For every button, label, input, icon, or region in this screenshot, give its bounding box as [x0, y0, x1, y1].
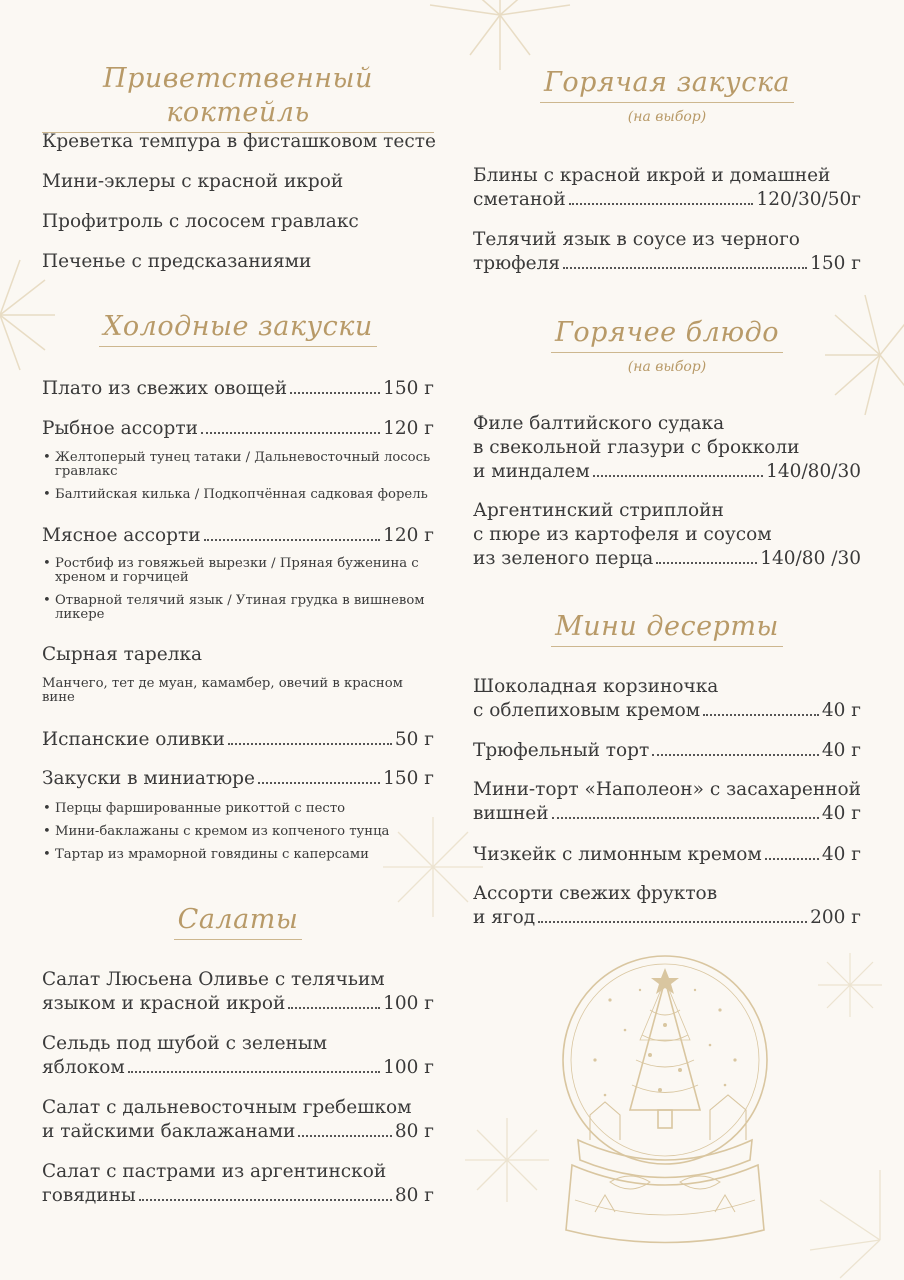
item-name-line: Шоколадная корзиночка: [473, 676, 719, 697]
menu-item: [473, 739, 861, 763]
item-price: 120 г: [383, 418, 434, 439]
menu-item: [42, 377, 434, 401]
item-price: 40 г: [821, 700, 861, 721]
section-title: Приветственный коктейль: [42, 62, 434, 133]
item-price: 80 г: [394, 1185, 434, 1206]
item-name: Закуски в миниатюре: [42, 768, 255, 789]
sub-item: • Балтийская килька / Подкопчённая садковая форель: [42, 488, 434, 502]
item-name-line: Филе балтийского судака: [473, 413, 725, 434]
section-title: Салаты: [174, 903, 303, 940]
section-subtitle: (на выбор): [627, 359, 707, 375]
section-heading-cold: [42, 310, 434, 347]
item-price: 120/30/50г: [756, 189, 861, 210]
right-column: [473, 0, 861, 1280]
item-price: 140/80/30: [766, 461, 861, 482]
menu-item: Мини-эклеры с красной икрой: [42, 171, 344, 192]
item-price: 80 г: [394, 1121, 434, 1142]
item-price: 150 г: [383, 378, 434, 399]
item-price: 50 г: [394, 729, 434, 750]
menu-item: [42, 524, 434, 548]
item-name: Рыбное ассорти: [42, 418, 198, 439]
item-name-line: Сельдь под шубой с зеленым: [42, 1033, 328, 1054]
item-description: Манчего, тет де муан, камамбер, овечий в красном вине: [42, 676, 403, 705]
section-heading-salads: [42, 903, 434, 940]
item-price: 100 г: [383, 993, 434, 1014]
item-name-line: с облепиховым кремом: [473, 700, 701, 721]
sub-items: [42, 451, 434, 511]
item-name-line: Мини-торт «Наполеон» с засахаренной: [473, 779, 861, 800]
menu-item: Креветка темпура в фисташковом тесте: [42, 131, 436, 152]
item-name-line: Салат с дальневосточным гребешком: [42, 1097, 412, 1118]
item-name-line: яблоком: [42, 1057, 125, 1078]
sub-item: • Мини-баклажаны с кремом из копченого тунца: [42, 825, 434, 839]
sub-item: • Отварной телячий язык / Утиная грудка в вишневом ликере: [42, 594, 434, 622]
menu-item: [473, 882, 861, 930]
item-price: 150 г: [383, 768, 434, 789]
section-heading-desserts: [473, 610, 861, 647]
sub-items: [42, 802, 434, 871]
sub-item: • Тартар из мраморной говядины с каперсами: [42, 848, 434, 862]
sub-item: • Ростбиф из говяжьей вырезки / Пряная буженина с хреном и горчицей: [42, 557, 434, 585]
item-name-line: и ягод: [473, 907, 536, 928]
section-title: Мини десерты: [551, 610, 783, 647]
menu-item-name: Сырная тарелка: [42, 644, 203, 665]
item-name-line: Салат с пастрами из аргентинской: [42, 1161, 387, 1182]
item-name: Мясное ассорти: [42, 525, 201, 546]
item-name-line: говядины: [42, 1185, 136, 1206]
menu-item: Профитроль с лососем гравлакс: [42, 211, 359, 232]
menu-item: [473, 412, 861, 484]
item-name: Трюфельный торт: [473, 740, 650, 761]
item-price: 150 г: [810, 253, 861, 274]
item-name-line: трюфеля: [473, 253, 561, 274]
menu-item: [42, 728, 434, 752]
menu-item: [473, 675, 861, 723]
menu-item: Печенье с предсказаниями: [42, 251, 312, 272]
item-name-line: вишней: [473, 803, 549, 824]
item-name-line: Аргентинский стриплойн: [473, 500, 724, 521]
sub-item: • Перцы фаршированные рикоттой с песто: [42, 802, 434, 816]
section-heading-hot-main: [473, 316, 861, 375]
item-name-line: Блины с красной икрой и домашней: [473, 165, 831, 186]
sub-item: • Желтоперый тунец татаки / Дальневосточный лосось гравлакс: [42, 451, 434, 479]
item-price: 40 г: [821, 740, 861, 761]
section-title: Горячее блюдо: [551, 316, 783, 353]
item-name: Чизкейк с лимонным кремом: [473, 844, 762, 865]
item-name-line: в свекольной глазури с брокколи: [473, 437, 800, 458]
item-name-line: и миндалем: [473, 461, 590, 482]
item-name-line: и тайскими баклажанами: [42, 1121, 296, 1142]
item-price: 140/80 /30: [760, 548, 861, 569]
menu-item: [473, 228, 861, 276]
item-price: 40 г: [821, 803, 861, 824]
item-name-line: языком и красной икрой: [42, 993, 286, 1014]
section-heading-welcome: [42, 62, 434, 133]
item-name-line: Ассорти свежих фруктов: [473, 883, 718, 904]
menu-item: [473, 499, 861, 571]
sub-items: [42, 557, 434, 631]
item-name-line: из зеленого перца: [473, 548, 654, 569]
menu-item: [42, 1096, 434, 1144]
item-name-line: Салат Люсьена Оливье с телячьим: [42, 969, 385, 990]
left-column: [42, 0, 434, 1280]
menu-item: [473, 164, 861, 212]
item-price: 100 г: [383, 1057, 434, 1078]
item-name-line: Телячий язык в соусе из черного: [473, 229, 800, 250]
menu-item: [42, 968, 434, 1016]
menu-item: [473, 843, 861, 867]
menu-item: [42, 1160, 434, 1208]
menu-item: [42, 417, 434, 441]
item-name-line: с пюре из картофеля и соусом: [473, 524, 772, 545]
item-name: Плато из свежих овощей: [42, 378, 288, 399]
section-heading-hot-starter: [473, 66, 861, 125]
item-price: 120 г: [383, 525, 434, 546]
section-title: Горячая закуска: [540, 66, 794, 103]
menu-item: [42, 1032, 434, 1080]
item-name-line: сметаной: [473, 189, 566, 210]
section-subtitle: (на выбор): [627, 109, 707, 125]
item-name: Испанские оливки: [42, 729, 225, 750]
item-price: 40 г: [821, 844, 861, 865]
item-price: 200 г: [810, 907, 861, 928]
menu-item: [42, 767, 434, 791]
section-title: Холодные закуски: [99, 310, 377, 347]
menu-item: [473, 778, 861, 826]
